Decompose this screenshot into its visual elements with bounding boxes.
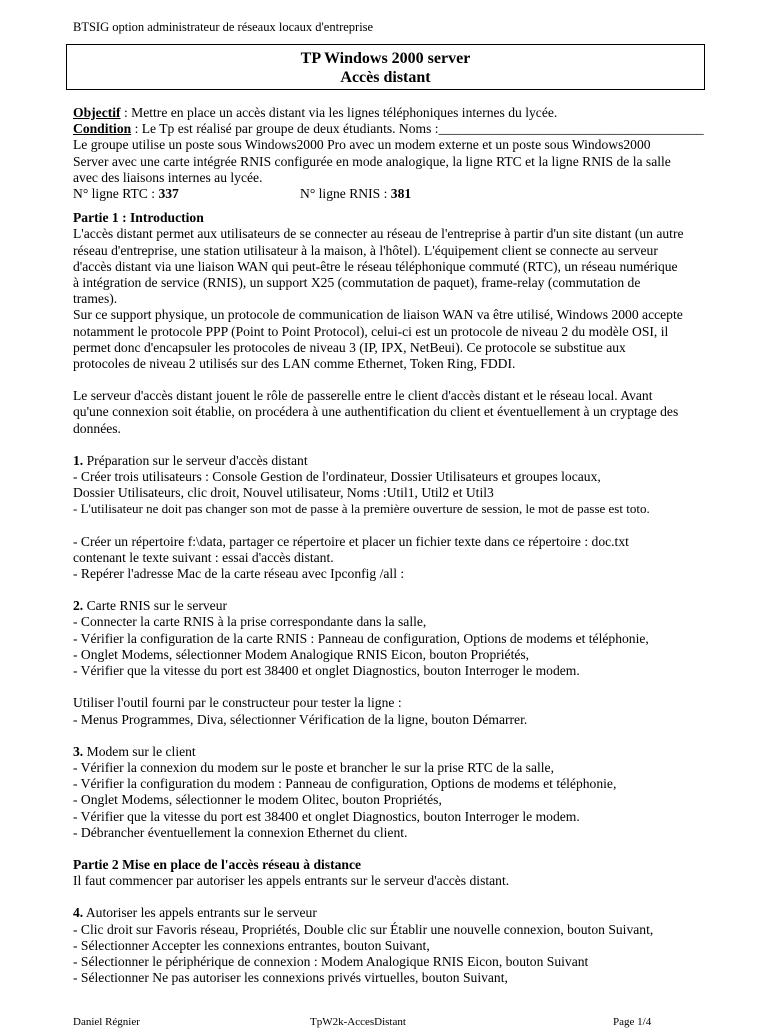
condition-line [73,121,713,137]
section2-line: - Vérifier que la vitesse du port est 38400 et onglet Diagnostics, bouton Interroger le modem. [73,663,580,679]
section3-line: - Vérifier la connexion du modem sur le poste et brancher le sur la prise RTC de la salle, [73,759,554,775]
section4-line: - Sélectionner Accepter les connexions entrantes, bouton Suivant, [73,937,430,953]
partie1-line: données. [73,420,121,436]
group-line: avec des liaisons internes au lycée. [73,169,263,185]
section1-line: - L'utilisateur ne doit pas changer son mot de passe à la première ouverture de session, le mot de passe est toto. [73,501,650,517]
footer-page-number: Page 1/4 [613,1016,652,1028]
section2-title: Carte RNIS sur le serveur [83,598,228,614]
section3-title: Modem sur le client [83,743,196,759]
section2-heading [73,598,713,614]
section2-line: - Onglet Modems, sélectionner Modem Analogique RNIS Eicon, bouton Propriétés, [73,646,530,662]
condition-label: Condition [73,121,132,137]
section3-line: - Débrancher éventuellement la connexion Ethernet du client. [73,824,408,840]
partie1-line: Le serveur d'accès distant jouent le rôle de passerelle entre le client d'accès distant et le réseau local. Avant [73,388,653,404]
section2-line: - Vérifier la configuration de la carte RNIS : Panneau de configuration, Options de modems et téléphonie, [73,630,649,646]
title-line-1: TP Windows 2000 server [300,50,471,67]
section1-line: - Créer trois utilisateurs : Console Gestion de l'ordinateur, Dossier Utilisateurs et groupes locaux, [73,469,601,485]
partie2-heading: Partie 2 Mise en place de l'accès réseau à distance [73,856,362,872]
section1-line: - Repérer l'adresse Mac de la carte réseau avec Ipconfig /all : [73,566,405,582]
partie2-line: Il faut commencer par autoriser les appels entrants sur le serveur d'accès distant. [73,873,510,889]
page-header: BTSIG option administrateur de réseaux locaux d'entreprise [73,20,374,34]
section1-heading [73,453,713,469]
partie1-line: notamment le protocole PPP (Point to Point Protocol), celui-ci est un protocole de niveau 2 du modèle OSI, il [73,323,669,339]
section3-line: - Vérifier la configuration du modem : Panneau de configuration, Options de modems et téléphonie, [73,776,617,792]
section4-line: - Clic droit sur Favoris réseau, Propriétés, Double clic sur Établir une nouvelle connexion, bouton Suivant, [73,921,654,937]
section1-title: Préparation sur le serveur d'accès distant [83,452,308,468]
partie1-line: à intégration de service (RNIS), un support X25 (commutation de paquet), frame-relay (commutation de [73,275,641,291]
group-line: Server avec une carte intégrée RNIS configurée en mode analogique, la ligne RTC et la ligne RNIS de la salle [73,153,671,169]
section2-line: - Connecter la carte RNIS à la prise correspondante dans la salle, [73,614,427,630]
objectif-label: Objectif [73,105,121,120]
objectif-line [73,105,713,121]
partie1-line: permet donc d'encapsuler les protocoles de niveau 3 (IP, IPX, NetBeui). Ce protocole se substitue aux [73,339,626,355]
rnis-value: 381 [390,186,412,202]
section4-title: Autoriser les appels entrants sur le serveur [83,905,317,921]
condition-text: : Le Tp est réalisé par groupe de deux étudiants. Noms :_______________________________________ [131,121,704,137]
page-footer [0,1016,768,1030]
partie1-line: trames). [73,291,118,307]
footer-filename: TpW2k-AccesDistant [310,1016,406,1028]
rtc-value: 337 [158,186,179,202]
section3-line: - Vérifier que la vitesse du port est 38400 et onglet Diagnostics, bouton Interroger le modem. [73,808,580,824]
footer-author: Daniel Régnier [73,1016,140,1028]
section3-heading [73,744,713,760]
section2-line: Utiliser l'outil fourni par le constructeur pour tester la ligne : [73,695,402,711]
partie1-line: réseau d'entreprise, une station utilisateur à la maison, à l'hôtel). L'équipement client se connecte au serveur [73,242,658,258]
section4-heading [73,905,713,921]
section1-line: Dossier Utilisateurs, clic droit, Nouvel utilisateur, Noms :Util1, Util2 et Util3 [73,485,494,501]
rtc-line-number [73,186,300,202]
section1-line: - Créer un répertoire f:\data, partager ce répertoire et placer un fichier texte dans ce répertoire : doc.txt [73,533,629,549]
partie1-line: protocoles de niveau 2 utilisés sur des LAN comme Ethernet, Token Ring, FDDI. [73,356,516,372]
title-line-2: Accès distant [340,69,431,86]
section4-line: - Sélectionner Ne pas autoriser les connexions privés virtuelles, bouton Suivant, [73,970,508,986]
section3-line: - Onglet Modems, sélectionner le modem Olitec, bouton Propriétés, [73,792,442,808]
section2-number: 2. [73,598,84,614]
partie1-line: Sur ce support physique, un protocole de communication de liaison WAN va être utilisé, Windows 2000 accepte [73,307,683,323]
section3-number: 3. [73,743,84,759]
partie1-line: L'accès distant permet aux utilisateurs de se connecter au réseau de l'entreprise à partir d'un site distant (un autre [73,226,684,242]
title-box [66,44,705,90]
section4-number: 4. [73,905,84,921]
objectif-text: : Mettre en place un accès distant via les lignes téléphoniques internes du lycée. [120,105,558,120]
partie1-heading: Partie 1 : Introduction [73,210,204,226]
group-line: Le groupe utilise un poste sous Windows2000 Pro avec un modem externe et un poste sous Windows2000 [73,137,651,153]
section1-number: 1. [73,452,84,468]
partie1-line: qu'une connexion soit établie, on procédera à une authentification du client et éventuellement à un cryptage des [73,404,679,420]
rnis-label: N° ligne RNIS : [300,186,391,202]
rtc-label: N° ligne RTC : [73,186,159,202]
section2-line: - Menus Programmes, Diva, sélectionner Vérification de la ligne, bouton Démarrer. [73,711,528,727]
section4-line: - Sélectionner le périphérique de connexion : Modem Analogique RNIS Eicon, bouton Suivant [73,953,589,969]
line-numbers [73,186,713,202]
rnis-line-number [300,186,411,202]
document-body [73,105,713,986]
section1-line: contenant le texte suivant : essai d'accès distant. [73,549,334,565]
partie1-line: d'accès distant via une liaison WAN qui peut-être le réseau téléphonique commuté (RTC), un réseau numérique [73,258,678,274]
